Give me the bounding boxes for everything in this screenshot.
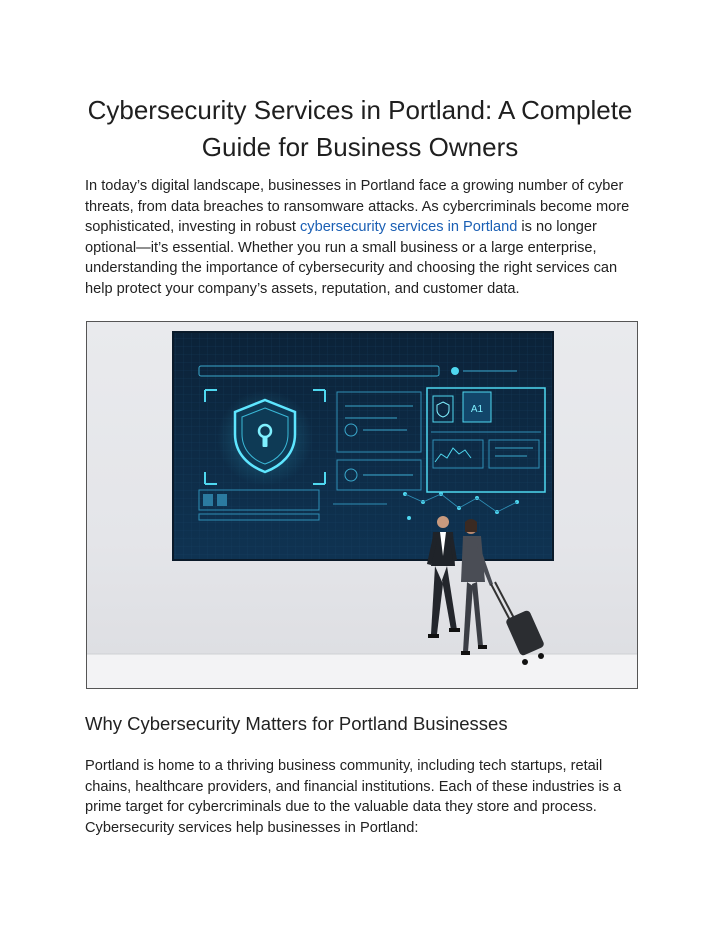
intro-text-end: is no longer optional—it’s essential. Whether you run a small business or a large enterprise, understanding the importance of cybersecurity and choosing the right services can help protect your company’s assets, reputation, and customer data.: [85, 219, 618, 297]
rolling-suitcase: [491, 582, 545, 665]
dashboard-screen: [173, 332, 553, 560]
screen-badge: A1: [470, 404, 484, 415]
cybersecurity-services-link[interactable]: cybersecurity services in Portland: [299, 219, 518, 236]
intro-paragraph: [85, 176, 637, 300]
page-title: Cybersecurity Services in Portland: A Complete Guide for Business Owners: [87, 95, 633, 162]
cybersecurity-illustration: [87, 322, 638, 689]
section-heading: Why Cybersecurity Matters for Portland Businesses: [85, 713, 508, 734]
floor: [87, 654, 638, 689]
hero-image: [86, 321, 638, 689]
intro-text-start: In today’s digital landscape, businesses in Portland face a growing number of cyber threats, from data breaches to ransomware attacks. As cybercriminals become more sophisticated, investing in robust: [85, 178, 630, 236]
section-body: Portland is home to a thriving business community, including tech startups, retail chains, healthcare providers, and financial institutions. Each of these industries is a prime target for cybercriminals due to the valuable data they store and process. Cybersecurity services help businesses in Portland:: [85, 758, 622, 836]
